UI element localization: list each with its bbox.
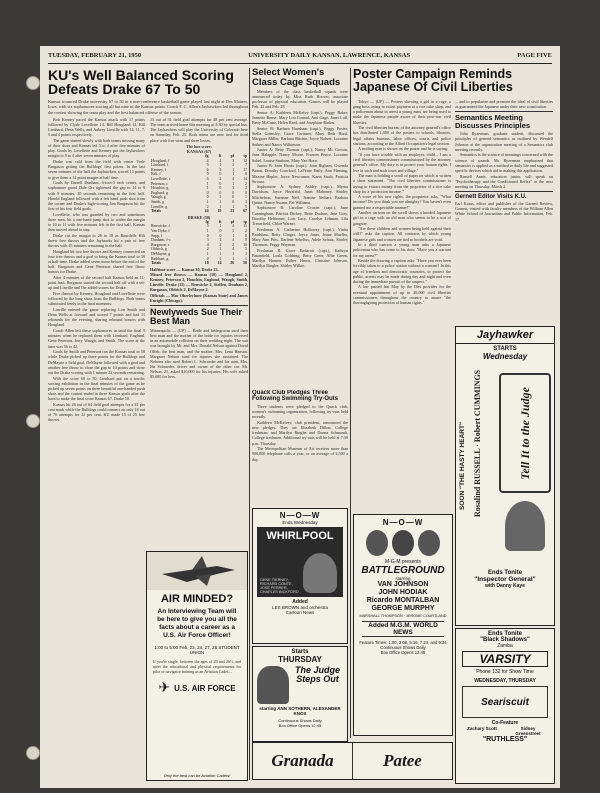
battleground-ad (353, 514, 453, 736)
jayhawker-title: Jayhawker (456, 327, 554, 344)
jet-illustration (147, 552, 247, 590)
judge-portrait (257, 666, 289, 704)
jayhawker-film-art (499, 373, 551, 493)
couple-illustration (505, 501, 545, 551)
newspaper-page (40, 46, 560, 788)
jayhawker-with: with Danny Kaye (484, 583, 525, 589)
women-headline: Select Women's Class Cage Squads (252, 68, 341, 88)
table-row: Van Dyke, f 1 0 3 2 (151, 229, 247, 234)
newlyweds-headline: Newlyweds Sue Their Best Man (150, 306, 243, 326)
quack-headline: Quack Club Pledges Three Following Swimming Try-Outs (252, 390, 339, 402)
varsity-film: "Black Shadows" (480, 637, 530, 643)
kansas-box-score: fg ft pf tp Hougland, f 4 4 3 12 Lienhard, f 3 1 2 7 Kenney, f 6 5 1 17 Belt, f 0 0 1 0 Lovellette, c 6 2 4 14 Peterson, c 1 0 1 2 Houchin, g 1 0 3 2 Englund, g 0 0 0 0 Waugh, g 0 1 0 1 Smith, g 1 1 0 3 Linville, g 2 1 1 5 Totals 24 19 23 67 (151, 153, 247, 214)
air-ad-footer: U.S. AIR FORCE (174, 683, 236, 693)
table-row: Totals 18 14 26 50 (151, 261, 247, 266)
judge-stars: starring ANN SOTHERN, ALEXANDER KNOX (259, 706, 341, 716)
varsity-co: Co-Feature (491, 720, 519, 726)
battleground-news: Added M.G.M. WORLD NEWS (362, 621, 444, 637)
jayhawker-stars: Rosalind RUSSELL · Robert CUMMINGS (473, 369, 482, 517)
jayhawker-film: Tell It to the Judge (517, 386, 532, 480)
air-ad-body: An Interviewing Team will be here to give you all the facts about a career as a U.S. Air Force Officer! (157, 608, 237, 639)
masthead (48, 52, 552, 64)
women-text: Members of the class basketball squads were announced today by Miss Ruth Hoover, associate professor of physical education. Games will be played Feb. 22 and Feb. 28. Senior A: Kathleen McKelvy (capt.), Peggy Baker, Jeanette Beuse, Mary Lou Conrad, Ann Gage, Janet Lull, Betty McCune, Helen Reed, and Josephine Rinker. Senior B: Barbara Burnham (capt.), Peggy Foster, Stella Grimsley, Grace Gwinner, Mary Beth Hurd, Margaret Miller, Barbara Ritchie, Joyce Rohrer, Lorraine Seibert and Nancy Wilkinson. Junior A: Betty Thomas (capt.), Nancy Mc Gowan, Jean Halapple, Nancy Moore, Frances Pence, Lorraine Sobel, Louise Sanborn, Mary Van Horn. Junior B: Jean Harris (capt.), Joan Bigham, Gwenda Braun, Dorothy Crawford, LaVerne Daily, Ann Fleming, Maxine Hepler, Joyce Newcomer, Karin Stach, Patricia Strouse. Sophomore A: Sydney Ashley (capt.), Myrna Davidson, Joyce Herzfeld, Janet Mahoney, Shirley Mitchelson, Suzanne Neff, Jeanine Neihart, Barbara Quinn, Nancy Swann, Pat Williams. Sophomore B: Caroline Crozier (capt.), June Cunningham, Patricia Dickey, Bette Dodson, Jane Gray, Dorothy Helfinmer, Lois Lacy, Carolyn Lehman, Lila Trenerfield, Chloe Warner. Freshman A: Catherine Holloway (capt.), Vinita Bradshaw, Betty Clinger, Joyce Jones, Jeane Mueller, Mary Ann Pitts, Darlene Sebelius, Adele Schutz, Shirley Thomson, Peggy Wayman. Freshman B: Grace Endacott (capt.), Kathryn Baumfield, Loula Goldring, Betty Greer, Allie Green, Marilyn Hansen, Esther Harris, Christine Johnson, Marilyn Ringler, Shirley Wilkie. (252, 89, 348, 269)
table-row: Lovellette, c 6 2 4 14 (151, 176, 247, 181)
table-row: Lienhard, f 3 1 2 7 (151, 163, 247, 168)
table-row: Smith, g 1 1 0 3 (151, 199, 247, 204)
table-row: Renwicke, f 5 1 4 11 (151, 224, 247, 229)
varsity-wed: WEDNESDAY, THURSDAY (474, 678, 536, 684)
whirlpool-poster (257, 527, 343, 597)
table-row: Kenney, f 6 5 1 17 (151, 167, 247, 172)
jayhawker-now: "Inspector General" (474, 576, 536, 583)
gernett-headline: Gernett Editor Visits K.U. (455, 194, 527, 201)
gernett-text: Earl Kraus, editor and publisher of the Garnett Review, Garnett, visited with faculty members of the William Allen White School of Journalism and Public Information, Feb. 17. (455, 201, 553, 222)
box-score-title: The box score: (186, 143, 212, 149)
seabiscuit-art (462, 686, 548, 718)
battleground-times: Feature Times: 1:00, 3:08, 5:16, 7:24, and 9:34 (359, 640, 447, 645)
air-ad-tag: Only the best can be Aviation Cadets! (163, 773, 231, 778)
whirlpool-title: WHIRLPOOL (266, 530, 334, 542)
jayhawker-ends: Ends Tonite (488, 570, 522, 576)
ku-lead: Kansas trounced Drake university 67 to 50 in a non-conference basketball game played last night at Des Moines, Iowa, with six sophomores scoring all but nine of the Kansas points. Coach F. C. Allen's Jayhawkers led throughout the contest showing the team play and the best balanced offense of the season. (48, 99, 248, 115)
theater-banner (252, 742, 453, 780)
whirlpool-ad (252, 508, 348, 644)
table-row: Belt, f 0 0 1 0 (151, 172, 247, 177)
semantics-text: John Ryzerman, graduate student, discussed the principles of general semantics as outlined by Wendell Johnson at the organization meeting of a Semantics club meeting recently. Semantics is the science of meanings concerned with the science of sounds. Mr. Ryzerman emphasized that semantics is applied as a method to daily life and suggested specific devices which aid in making this application. Russell Annis, education junior, will speak on "Psychotherapy and the Conditioned Reflex" at the next meeting on Thursday, March 2. (455, 131, 553, 189)
poster-tail: ... and to popularize and promote the ideal of civil liberties as guaranteed the Japanese under their new constitution. (455, 99, 553, 110)
varsity-ad (455, 628, 555, 784)
varsity-ends: Ends Tonite (488, 631, 522, 637)
jayhawker-ad (455, 326, 555, 626)
battleground-title: BATTLEGROUND (361, 565, 445, 576)
battleground-stars: VAN JOHNSON JOHN HODIAK Ricardo MONTALBAN GEORGE MURPHY (366, 581, 440, 612)
varsity-cast: Zachary Scott (467, 726, 497, 731)
varsity-cast: Sidney Greenstreet (515, 726, 541, 736)
table-row: Rathbart, g 0 1 1 1 (151, 256, 247, 261)
poster-col1: Tokyo — (UP) — Posters showing a girl in a cage, a gang boss trying to extort payment at a rice cake shop, and a policeman about to arrest a young man, are being used to make the Japanese people aware of their post-war civil liberties. The civil liberties bureau of the attorney general's office has distributed 1,000 of the posters to schools, libraries, legal affairs bureaus, labor offices, courts and police stations, according to the Allied Occupation's legal section. A smiling man is shown on the poster and he is saying: "If you have trouble with an employer, child... I am a civil liberties commissioner commissioned by the attorney general's office. My duty is to protect your human rights. I live in such and such town and village." The man is holding a scroll of paper on which is written a short statement. "The civil liberties commissioner is trying to extract money from the proprietor of a rice cake shop for a 'protection income.'" A score of his new rights, the proprietor asks, "What income? Do you think you are almighty? You haven't even granted me a respectable manner!" Another cartoon on the scroll shows a hooded Japanese girl in a cage with an old man who seems to be a sort of gangster. "Are these children and women being held against their will?" asks the caption. All contracts by which young Japanese girls and women are tied to brothels are void. In a third cartoon a young man asks a Japanese policeman who has come to his door: "Have you a warrant for my arrest?" Beside the drawing a caption asks: "Have you ever been forcibly taken to a police station without a warrant? In this age of freedom and democratic countries, to protect the public, arrests may be made during day and night and even during the immediate pursuit of the suspect." A law passed last May by the Diet provides for the eventual appointment of up to 20,000 civil liberties commissioners throughout the country to assure "the thoroughgoing protection of human rights." (353, 99, 451, 305)
granada-logo: Granada (271, 751, 334, 770)
judge-day: THURSDAY (278, 655, 322, 664)
judge-box: Box Office Opens 12:45 (278, 723, 322, 728)
battleground-shows: Continuous Shows Daily (380, 645, 426, 650)
air-ad-fine: If you're single, between the ages of 20 and 26½, and meet the educational and physical requirements for pilot or navigator training as an Aviation Cadet— (153, 659, 241, 675)
ku-col1: Bob Kenney paced the Kansas attack with 17 points followed by Clyde Lovellette 14, Bill Hougland 12, Bill Lienhard, Dean Wells, and Aubrey Linville with 14, 11, 7, 5 and 4 points respectively. The game started slowly with both teams missing many of their shots and Kansas led 5 to 4 after five minutes of play. Goals by Lovellette and Kenney put the Jayhawkers margin to 9 to 4 after seven minutes of play. Drake was cold from the field with center Verle Burgason getting the Bulldogs' first points. In the last seven minutes of the half the Jayhawkers scored 13 points to give them a 14 point margin at half time. Goals by Darrell Dunham, 6-foot-5 inch center, and sophomore guard Dale Orr tightened the gap to 14 to 9 with 9 minutes, 30 seconds remaining in the first half. Harold England followed with a left hand push shot from the corner and Drake's high-scoring Jim Burgason hit the first of his four field goals. Lovellette, who was guarded by two and sometimes three men, hit a one-hand jump shot to widen the margin to 20 to 11 with five minutes left in the first half. Kansas then moved ahead to stay. Drake cut the margin to 26 to 18 as Bourdelle Hilt threw free throws and the Jayhawks hit a pair of free throws with 45 minutes remaining in the half. Hougland hit two free throws and Kenney connected on four free throws and a goal to bring the Kansas total to 38 at half-time. Drake added seven more before the end of the half. Burgason and Gene Peterson shared free throw honors for Drake. After 4 minutes of the second half Kansas held an 11-point lead. Burgason started the second half off with a set-up and Linville and Orr added scores for Drake. Five thrown by Kenney, Hougland and Lovellette were followed by the long shots from the Bulldogs. Both teams substituted freely in the final moments. Linville entered the game replacing Lon Smith and Dean Wells at forward and scored 7 points and had 11 rebounds for the evening, sharing rebound honors with Hougland. Coach Allen left these sophomores in until the final 5 minutes when he replaced them with Lienhard, Englund, Gene Peterson, Jerry Waugh, and Smith. The score at the time was 56 to 42. Goals by Smith and Peterson ran the Kansas total to 58 while Drake picked up three points for the Bulldogs and DeMayne a field goal. DeMayne followed with a goal and another free throw to close the gap to 10 points and close out the Drake scoring with 1 minute 22 seconds remaining. With the score 60 to 50, Lienhard put on a terrific scoring exhibition in the final minutes of the game as he picked up seven points on three beautiful one-handed push shots and the contest ended in three Kansas goals after the horn to make the final score Kansas 67, Drake 50. Kansas hit 26 out of 64 field goal attempts for a 41 per cent mark while the Bulldogs could connect on only 18 out of 76 attempts for 22 per cent. KU made 15 of 25 free throws. (48, 116, 145, 423)
ku-headline: KU's Well Balanced Scoring Defeats Drake 67 To 50 (48, 68, 234, 97)
table-row: Dunham, f-c 3 2 4 8 (151, 238, 247, 243)
table-row: Hougland, f 4 4 3 12 (151, 158, 247, 163)
punch-hole (26, 414, 40, 428)
battleground-starring: starring (395, 576, 411, 581)
actor-portraits (354, 530, 452, 556)
quack-story (252, 390, 348, 510)
halftime-score: Halftime score — Kansas 30, Drake 23. (150, 266, 219, 272)
table-row: Linville, g 2 1 1 5 (151, 204, 247, 209)
women-story (252, 68, 348, 388)
newlyweds-text: Minneapolis — (UP) — Bride and bridegroom sued their best man and the mother of the bride for injuries received in an automobile collision on their wedding night. The suit was brought by Mr. and Mrs. Donald Nelson against David Olfelt, the best man, and the mother, Mrs. Lena Hanson. Margaret Nelson sued for injuries she sustained. The Nelsons also sued Robert L. Schroeder and his aunt, Mrs. Ida Schroeder, driver and owner of the other car. Mr. Nelson, 21, asked $10,000 for his injuries. His wife asked $5,000 for hers. (150, 327, 248, 380)
table-row: Houchin, g 1 0 3 2 (151, 186, 247, 191)
whirlpool-now: N—O—W (279, 511, 321, 520)
patee-logo: Patee (352, 743, 452, 779)
wings-icon: ✈ (158, 680, 171, 697)
table-row: Englund, g 0 0 0 0 (151, 190, 247, 195)
drake-box-score: fg ft pf tp Renwicke, f 5 1 4 11 Van Dyke, f 1 0 3 2 Sapp, f 0 0 1 0 Dunham, f-c 3 2 4 8 Burgason, c 4 2 2 10 Oldrich, g 2 1 4 5 DeMayne, g 1 1 1 3 Rathbart, g 0 1 1 1 Totals 18 14 26 50 (151, 219, 247, 266)
masthead-date: TUESDAY, FEBRUARY 21, 1950 (48, 52, 142, 59)
table-row: Burgason, c 4 2 2 10 (151, 242, 247, 247)
judge-starts: Starts (291, 649, 309, 655)
battleground-studio: M-G-M presents (384, 559, 422, 565)
table-row: Peterson, c 1 0 1 2 (151, 181, 247, 186)
ku-col2 (150, 117, 248, 423)
battleground-now: N—O—W (382, 518, 424, 527)
table-row: Waugh, g 0 1 0 1 (151, 195, 247, 200)
whirlpool-cartoon: Cartoon News (285, 610, 315, 615)
punch-hole (26, 76, 40, 90)
judge-times: Continuous Shows Daily (278, 718, 322, 723)
poster-headline: Poster Campaign Reminds Japanese Of Civil Liberties (353, 68, 513, 94)
jayhawker-day: Wednesday (482, 352, 528, 361)
whirlpool-added: Added (292, 599, 308, 605)
varsity-title: VARSITY (462, 651, 548, 667)
air-ad-schedule: 1:00 to 5:00 Feb. 23, 24, 27, 28 STUDENT UNION (154, 645, 240, 655)
punch-hole (26, 746, 40, 760)
jayhawker-starts: STARTS (493, 346, 517, 352)
judge-title: The Judge Steps Out (294, 665, 340, 684)
drake-label: DRAKE (50) (187, 214, 211, 220)
ku-summary: 13 out of 31 field goal attempts for 48 per cent average. The team arrived home this morning at 3:30 by special bus. The Jayhawkers will play the University of Colorado here on Saturday, Feb. 25. Both teams are now tied for third place with five wins and three losses. (150, 116, 248, 143)
jayhawker-soon: SOON "THE HASTY HEART" (459, 421, 466, 510)
missed-free-throws: Missed free throws — Kansas (10) — Hougland 2, Kenney, Peterson 2, Houchin, Englund, Waugh, Smith, Linville. Drake (11) — Renwicke 2, Steffen, Dunham 2, Burgason, Oldrich 2, DeMayne 2. (150, 271, 248, 293)
air-ad-title: AIR MINDED? (160, 593, 234, 605)
battleground-also: MARSHALL THOMPSON · JEROME COURTLAND (359, 614, 447, 618)
masthead-page: PAGE FIVE (517, 52, 552, 59)
officials: Officials — Mac Oberlechner (Kansas State) and James Enright (Chicago). (150, 292, 248, 303)
battleground-box: Box Office Opens 12:45 (380, 650, 426, 655)
whirlpool-extra: LES BROWN and orchestra (272, 605, 328, 610)
kansas-label: KANSAS (67) (186, 148, 212, 154)
judge-ad (252, 646, 348, 742)
actress-portrait (303, 553, 337, 593)
masthead-paper: UNIVERSITY DAILY KANSAN, LAWRENCE, KANSAS (248, 52, 411, 59)
quack-text: Three students were pledged to the Quack club, women's swimming organization, following try-outs held recently. Kathleen McKelvey, club president, announced the new pledges. They are Elizabeth Dillon, College freshman; and Marilyn Ringler and Donna Schmandt, College freshmen. Additional try-outs will be held at 7:30 p.m. Thursday. The Metropolitan Museum of Art receives more than 900,000 telephone calls a year, or an average of 2,500 a day. (252, 404, 348, 462)
jayhawker-poster (459, 363, 551, 568)
table-row: Totals 24 19 23 67 (151, 209, 247, 214)
air-force-ad (146, 551, 248, 781)
varsity-film2: Seariscuit (481, 696, 529, 708)
semantics-headline: Semantics Meeting Discusses Principles (455, 113, 531, 130)
whirlpool-stars: GENE TIERNEY, RICHARD CONTE, JOSE FERRER, CHARLES BICKFORD (260, 578, 299, 594)
varsity-side: Zamba (497, 643, 513, 649)
table-row: DeMayne, g 1 1 1 3 (151, 252, 247, 257)
varsity-phone: Phone 132 for Show Time (476, 669, 534, 675)
whirlpool-ends: Ends Wednesday (282, 520, 318, 525)
table-row: Sapp, f 0 0 1 0 (151, 233, 247, 238)
varsity-film3: "RUTHLESS" (482, 736, 528, 743)
table-row: Oldrich, g 2 1 4 5 (151, 247, 247, 252)
ku-story (48, 68, 248, 583)
